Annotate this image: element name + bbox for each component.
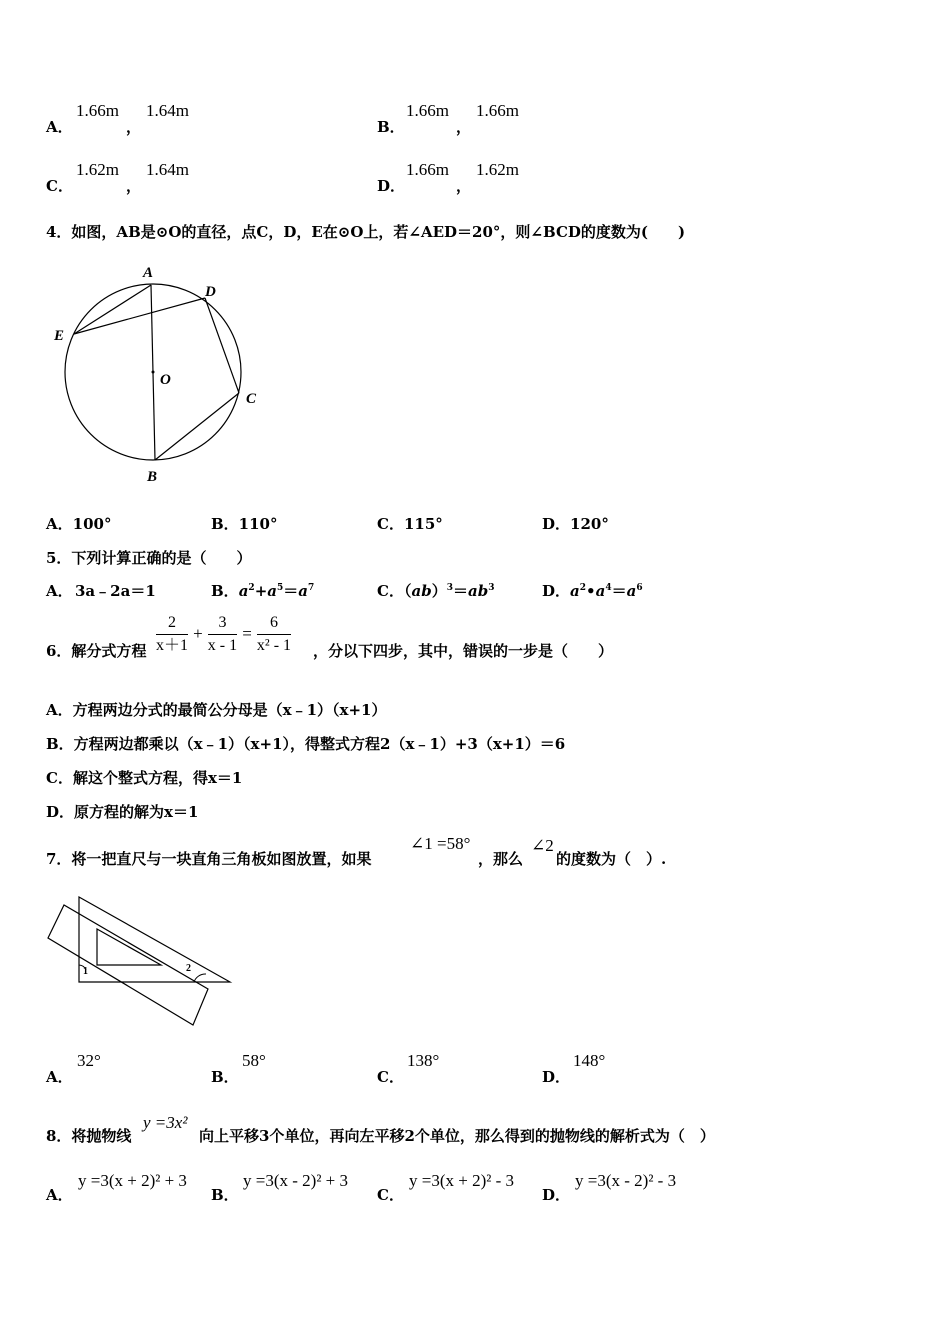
q5-option-d: D．$a^2•a^4=a^6$ [542,582,643,600]
q6-step-d: D．原方程的解为x＝1 [46,803,199,821]
q6-step-c: C．解这个整式方程，得x＝1 [46,769,243,787]
q5-option-c: C．$(ab)^3=ab^3$ [377,582,495,600]
q6-fraction-3: $\frac{6}{\text{x² - 1}}$ [256,614,292,654]
angle-1-label: 1 [83,966,88,977]
q8-option-d-expr: y =3(x - 2)² - 3 [575,1171,677,1190]
q3-option-d-value1: 1.66m [406,160,449,179]
q7-option-c-value: 138° [407,1051,440,1070]
q6-fraction-2: $\frac{3}{x - 1}$ [207,614,238,654]
center-point [152,371,155,374]
q7-option-b-value: 58° [242,1051,266,1070]
label-b: B [147,469,158,485]
q3-option-c-letter: C． [46,177,73,195]
q6-equation: $\frac{2}{x+1}$ + $\frac{3}{x - 1}$ = $\frac{6}{\text{x² - 1}}$ [156,612,291,657]
q4-circle-figure [40,258,260,490]
chord-ed [74,298,205,334]
label-o: O [160,372,171,388]
angle-2-arc [194,974,206,982]
q3-option-a-value2: 1.64m [146,101,189,120]
q6-step-a: A．方程两边分式的最简公分母是（x﹣1）（x+1） [46,701,387,719]
q4-option-d: D．120° [542,515,609,533]
q8-option-b-letter: B． [211,1186,239,1204]
q7-option-d-value: 148° [573,1051,606,1070]
q3-option-d-sep: ， [456,177,472,195]
label-e: E [54,328,65,344]
q7-option-a-letter: A． [46,1068,73,1086]
q6-step-b: B．方程两边都乘以（x﹣1）（x+1），得整式方程2（x﹣1）+3（x+1）＝6 [46,735,566,753]
q7-option-d-letter: D． [542,1068,571,1086]
label-c: C [246,391,257,407]
q3-option-b-letter: B． [377,118,405,136]
q5-option-a-expr: 3a﹣2a＝1 [75,582,156,600]
q3-option-c-value2: 1.64m [146,160,189,179]
q4-option-b: B．110° [211,515,278,533]
q3-option-b-sep: ， [456,118,472,136]
q7-ruler-triangle-figure [44,892,240,1032]
triangle-outer [79,897,230,982]
triangle-inner [97,929,161,965]
q3-option-d-letter: D． [377,177,406,195]
q8-expr: y =3x² [143,1113,188,1132]
angle-2-label: 2 [186,963,191,974]
q7-suffix: 的度数为（ ）. [556,850,667,868]
q3-option-a-letter: A． [46,118,73,136]
chord-dc [205,298,239,393]
q5-stem: 5．下列计算正确的是（ ） [46,549,252,567]
q5-option-b: B．$a^2+a^5=a^7$ [211,582,315,600]
chord-ea [74,285,151,334]
q7-angle: ∠2 [531,836,554,855]
label-a: A [143,265,154,281]
q8-option-b-expr: y =3(x - 2)² + 3 [243,1171,349,1190]
q7-option-a-value: 32° [77,1051,101,1070]
q6-fraction-1: $\frac{2}{x+1}$ [156,614,189,654]
q8-option-a-letter: A． [46,1186,73,1204]
q6-suffix: ，分以下四步，其中，错误的一步是（ ） [313,642,614,660]
q4-option-c: C．115° [377,515,443,533]
q3-option-c-value1: 1.62m [76,160,119,179]
q5-option-a: A． [46,582,73,600]
q8-suffix: 向上平移3个单位，再向左平移2个单位，那么得到的抛物线的解析式为（ ） [199,1127,715,1145]
q7-option-c-letter: C． [377,1068,404,1086]
q8-option-c-expr: y =3(x + 2)² - 3 [409,1171,515,1190]
q4-stem: 4．如图，AB是⊙O的直径，点C，D，E在⊙O上，若∠AED＝20°，则∠BCD的度数为( ) [46,223,686,241]
q7-condition: ∠1 =58° [410,834,471,853]
q4-option-a: A．100° [46,515,112,533]
chord-cb [155,393,239,460]
q8-prefix: 8．将抛物线 [46,1127,132,1145]
q8-option-c-letter: C． [377,1186,404,1204]
q3-option-b-value1: 1.66m [406,101,449,120]
q3-option-a-sep: ， [126,118,142,136]
q8-option-d-letter: D． [542,1186,571,1204]
q7-mid: ，那么 [478,850,524,868]
label-d: D [205,284,216,300]
q3-option-c-sep: ， [126,177,142,195]
q3-option-a-value1: 1.66m [76,101,119,120]
q7-option-b-letter: B． [211,1068,239,1086]
q7-prefix: 7．将一把直尺与一块直角三角板如图放置，如果 [46,850,372,868]
q8-option-a-expr: y =3(x + 2)² + 3 [78,1171,187,1190]
q3-option-d-value2: 1.62m [476,160,519,179]
q6-prefix: 6．解分式方程 [46,642,147,660]
q3-option-b-value2: 1.66m [476,101,519,120]
